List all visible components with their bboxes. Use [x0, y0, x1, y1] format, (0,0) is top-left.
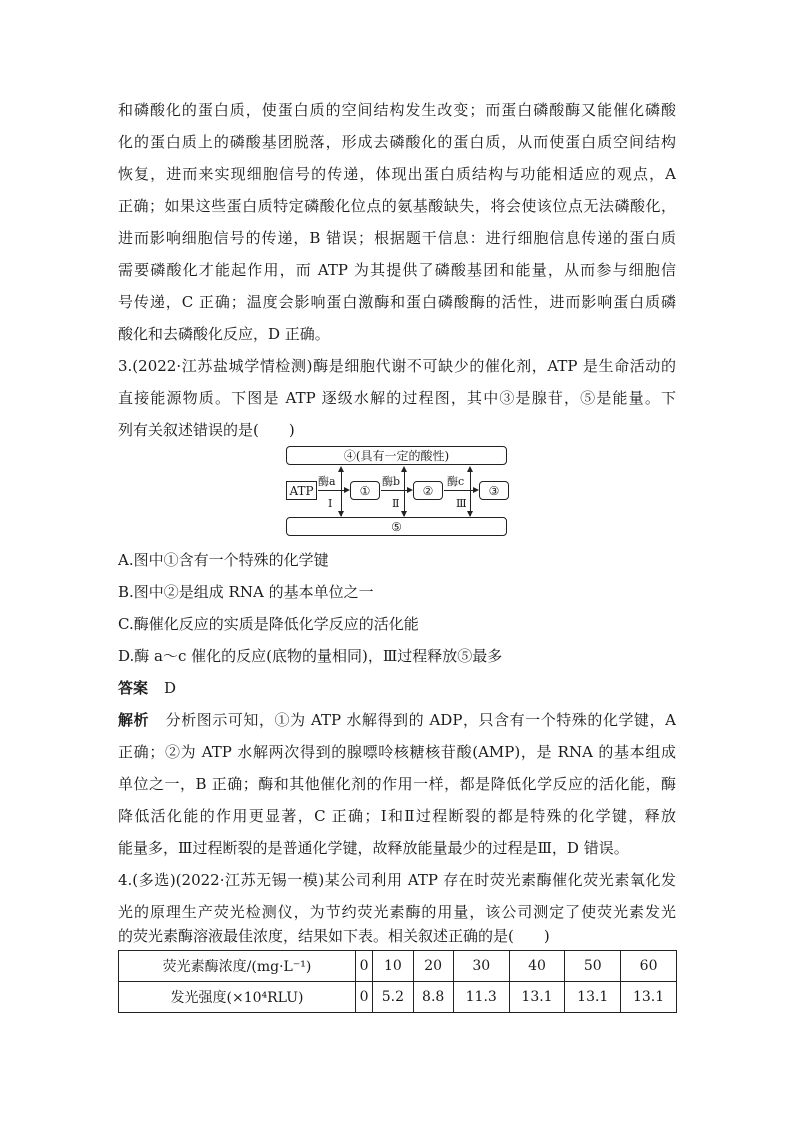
arrow-head	[338, 466, 344, 472]
paragraph-line: 正确；如果这些蛋白质特定磷酸化位点的氨基酸缺失，将会使该位点无法磷酸化，	[118, 197, 676, 215]
paragraph-line: 恢复，进而来实现细胞信号的传递，体现出蛋白质结构与功能相适应的观点，A	[118, 165, 676, 183]
arrow-head	[401, 466, 407, 472]
analysis-line: 正确；②为 ATP 水解两次得到的腺嘌呤核糖核苷酸(AMP)，是 RNA 的基本组成	[118, 743, 676, 761]
enzyme-a-label: 酶a	[318, 475, 336, 488]
analysis-line	[118, 710, 676, 730]
table-cell: 13.1	[565, 982, 621, 1013]
table-cell: 13.1	[621, 982, 677, 1013]
q4-stem-line: 4.(多选)(2022·江苏无锡一模)某公司利用 ATP 存在时荧光素酶催化荧光素氧化发	[118, 871, 676, 889]
arrow-head	[344, 487, 350, 493]
option-d: D.酶 a～c 催化的反应(底物的量相同)，Ⅲ过程释放⑤最多	[118, 647, 503, 665]
table-cell: 20	[413, 951, 453, 982]
answer-value: D	[164, 679, 177, 697]
step-2-label: Ⅱ	[392, 497, 400, 510]
option-c: C.酶催化反应的实质是降低化学反应的活化能	[118, 615, 419, 633]
q4-stem-line: 光的原理生产荧光检测仪，为节约荧光素酶的用量，该公司测定了使荧光素发光	[118, 903, 676, 921]
diagram-node-1: ①	[350, 481, 380, 500]
step-1-label: Ⅰ	[328, 497, 333, 510]
arrow-line	[341, 472, 342, 516]
arrow-head	[401, 511, 407, 517]
table-cell: 40	[509, 951, 565, 982]
table-row-header: 荧光素酶浓度/(mg·L⁻¹)	[119, 951, 356, 982]
q3-stem-line: 3.(2022·江苏盐城学情检测)酶是细胞代谢不可缺少的催化剂，ATP 是生命活动的	[118, 357, 676, 375]
arrow-line	[404, 472, 405, 516]
table-row	[119, 951, 677, 982]
analysis-label: 解析	[118, 711, 150, 729]
diagram-node-2: ②	[413, 481, 443, 500]
analysis-line: 降低活化能的作用更显著，C 正确；Ⅰ和Ⅱ过程断裂的都是特殊的化学键，释放	[118, 807, 676, 825]
answer-line	[118, 678, 676, 698]
table-cell: 10	[373, 951, 413, 982]
arrow-line	[470, 472, 471, 516]
table-cell: 50	[565, 951, 621, 982]
table-cell: 30	[453, 951, 509, 982]
data-table	[118, 950, 677, 1013]
analysis-line: 单位之一，B 正确；酶和其他催化剂的作用一样，都是降低化学反应的活化能，酶	[118, 775, 676, 793]
option-b: B.图中②是组成 RNA 的基本单位之一	[118, 583, 374, 601]
paragraph-line: 酸化和去磷酸化反应，D 正确。	[118, 325, 330, 343]
table-row-header: 发光强度(×10⁴RLU)	[119, 982, 356, 1013]
arrow-head	[467, 511, 473, 517]
table-cell: 0	[356, 982, 373, 1013]
paragraph-line: 和磷酸化的蛋白质，使蛋白质的空间结构发生改变；而蛋白磷酸酶又能催化磷酸	[118, 101, 676, 119]
paragraph-line: 需要磷酸化才能起作用，而 ATP 为其提供了磷酸基团和能量，从而参与细胞信	[118, 261, 676, 279]
table-cell: 13.1	[509, 982, 565, 1013]
analysis-text: 分析图示可知，①为 ATP 水解得到的 ADP，只含有一个特殊的化学键，A	[165, 711, 676, 729]
answer-label: 答案	[118, 679, 149, 697]
arrow-head	[467, 466, 473, 472]
table-cell: 8.8	[413, 982, 453, 1013]
option-a: A.图中①含有一个特殊的化学键	[118, 551, 329, 569]
paragraph-line: 号传递，C 正确；温度会影响蛋白激酶和蛋白磷酸酶的活性，进而影响蛋白质磷	[118, 293, 676, 311]
enzyme-c-label: 酶c	[447, 475, 465, 488]
diagram-node-3: ③	[479, 481, 509, 500]
table-cell: 60	[621, 951, 677, 982]
arrow-head	[338, 511, 344, 517]
q3-stem-line: 直接能源物质。下图是 ATP 逐级水解的过程图，其中③是腺苷，⑤是能量。下	[118, 389, 676, 407]
diagram-atp-box: ATP	[286, 481, 317, 500]
q3-stem-line: 列有关叙述错误的是( )	[118, 421, 295, 439]
arrow-head	[473, 487, 479, 493]
paragraph-line: 化的蛋白质上的磷酸基团脱落，形成去磷酸化的蛋白质，从而使蛋白质空间结构	[118, 133, 676, 151]
table-cell: 11.3	[453, 982, 509, 1013]
table-row	[119, 982, 677, 1013]
table-cell: 5.2	[373, 982, 413, 1013]
arrow-head	[407, 487, 413, 493]
step-3-label: Ⅲ	[456, 497, 467, 510]
arrow-line	[444, 490, 473, 491]
q4-stem-line: 的荧光素酶溶液最佳浓度，结果如下表。相关叙述正确的是( )	[118, 927, 550, 945]
table-cell: 0	[356, 951, 373, 982]
paragraph-line: 进而影响细胞信号的传递，B 错误；根据题干信息：进行细胞信息传递的蛋白质	[118, 229, 676, 247]
enzyme-b-label: 酶b	[382, 475, 401, 488]
diagram-bottom-box: ⑤	[286, 517, 507, 536]
diagram-top-box: ④(具有一定的酸性)	[286, 446, 507, 465]
analysis-line: 能量多，Ⅲ过程断裂的是普通化学键，故释放能量最少的过程是Ⅲ，D 错误。	[118, 839, 629, 857]
